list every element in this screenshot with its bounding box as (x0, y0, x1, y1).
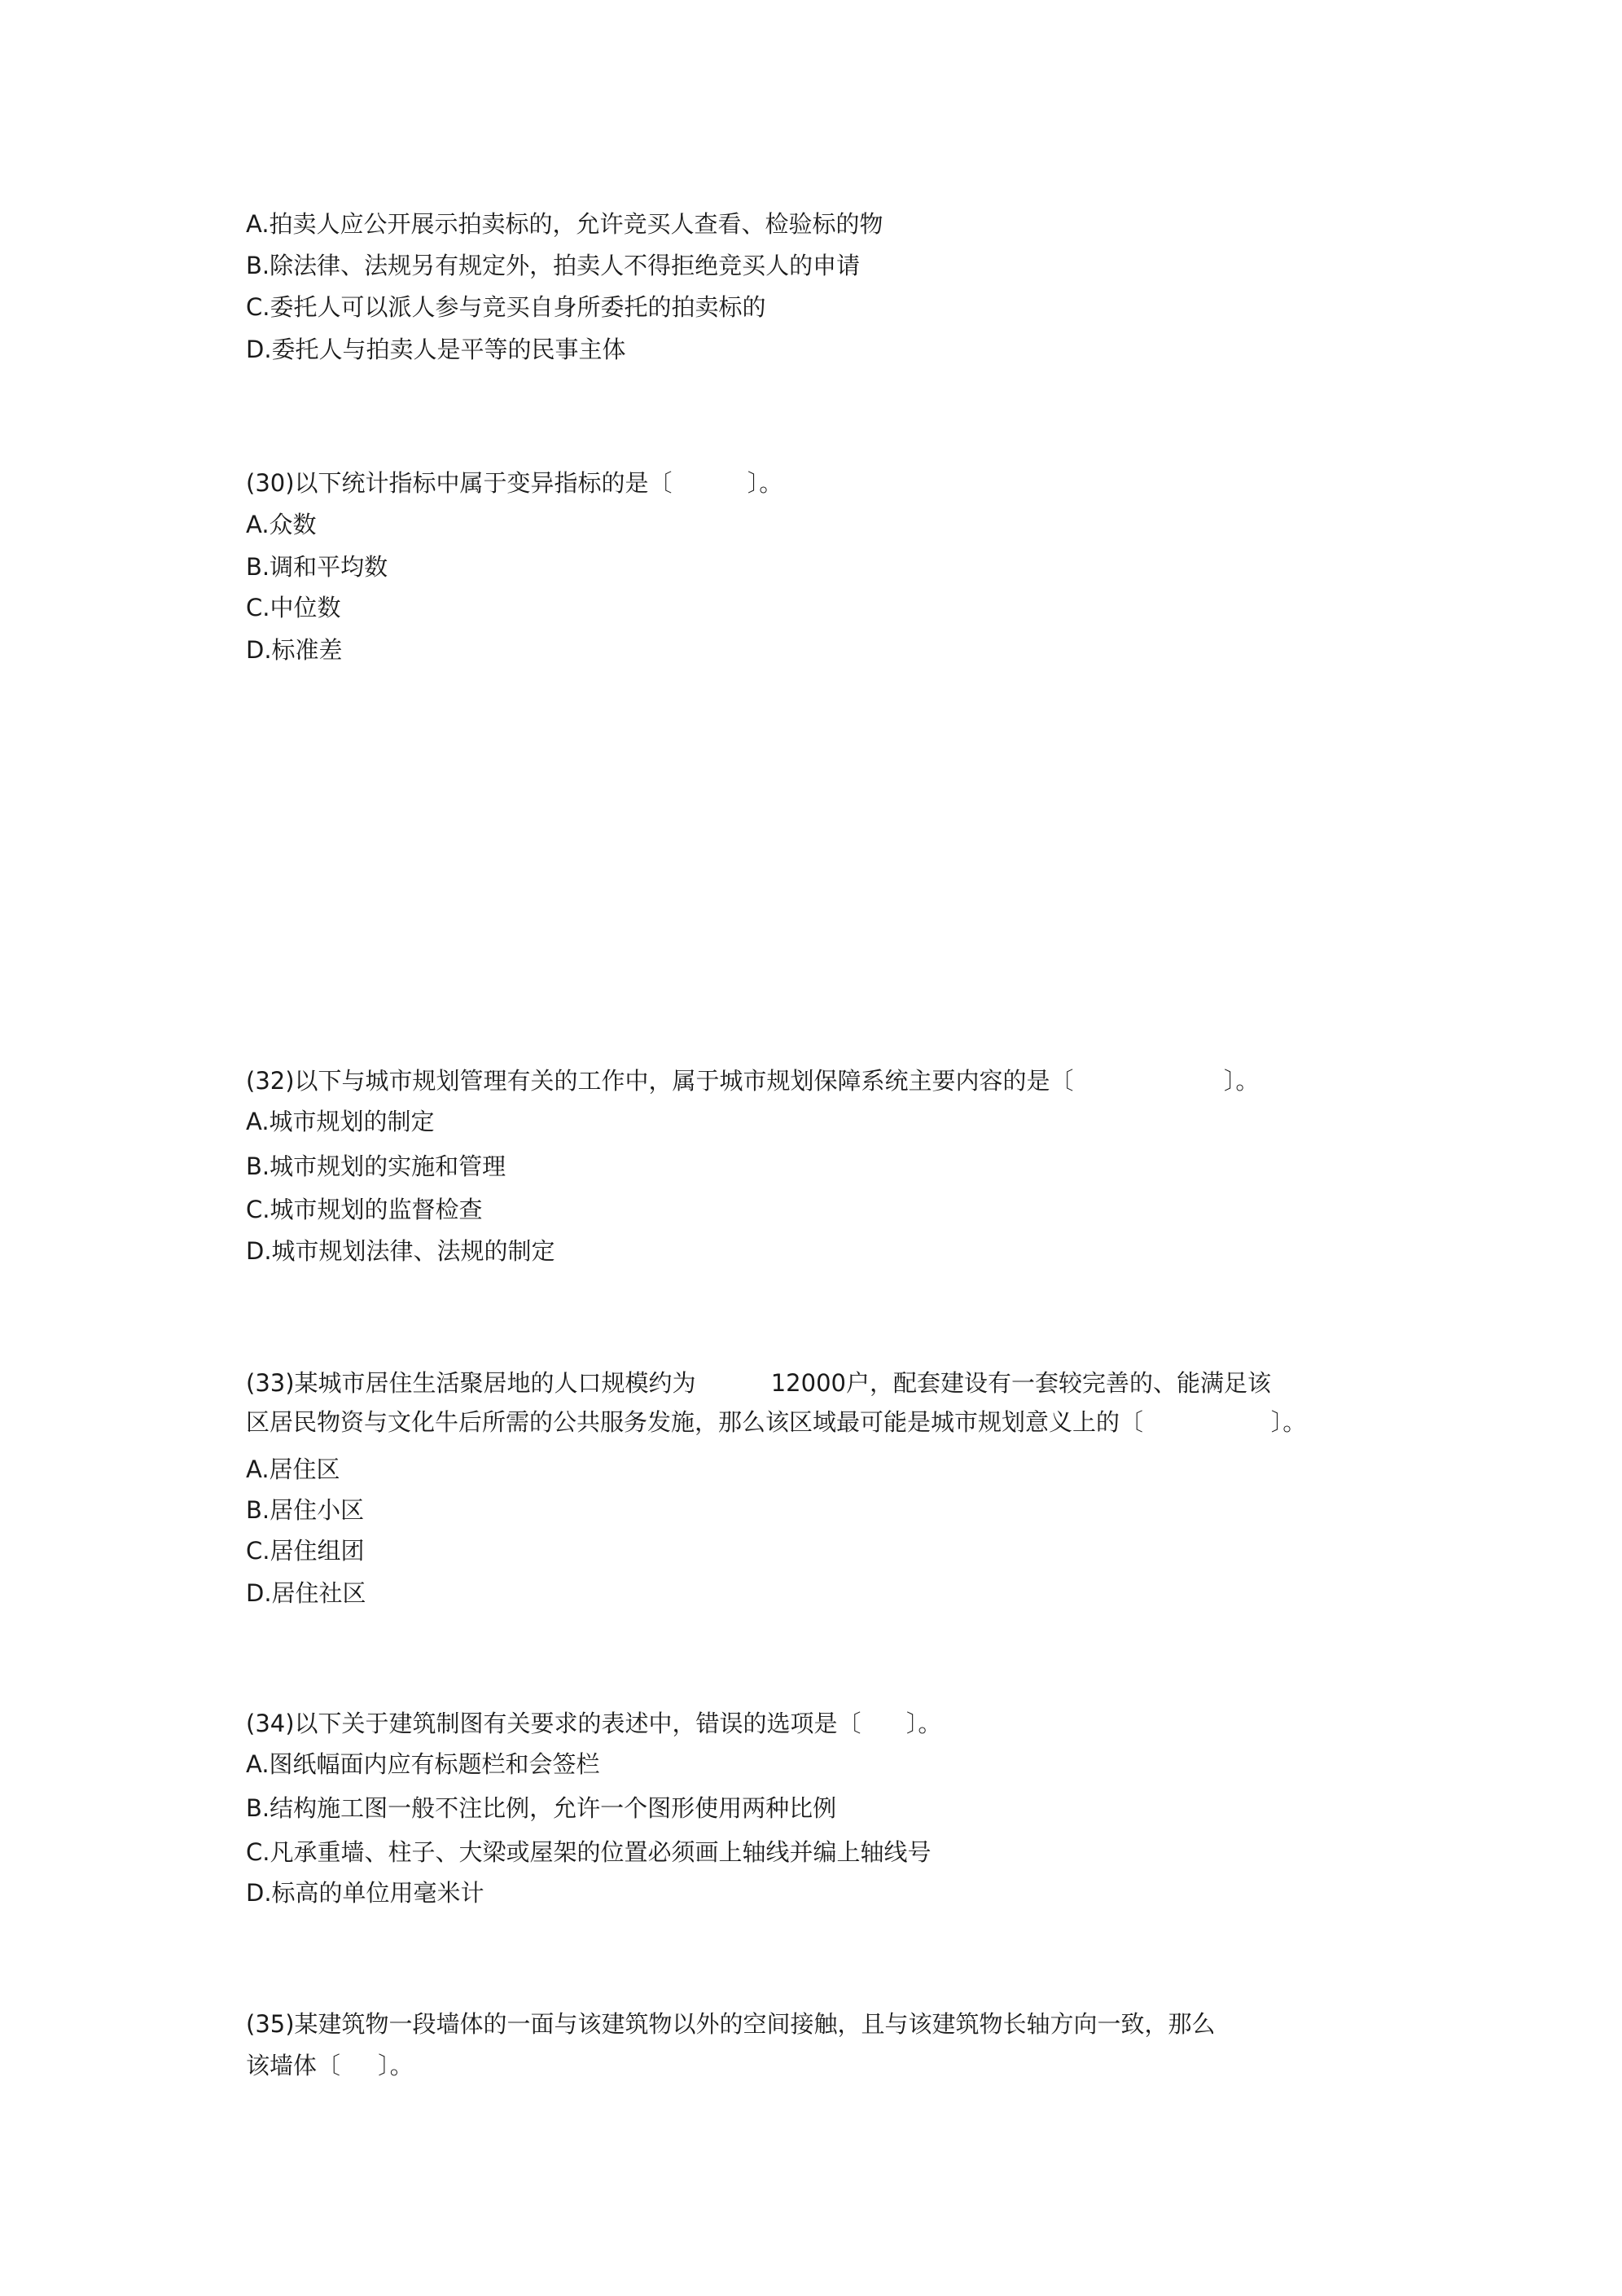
q34-option-d: D.标高的单位用毫米计 (246, 1879, 484, 1907)
q35-stem-line-1: (35)某建筑物一段墙体的一面与该建筑物以外的空间接触，且与该建筑物长轴方向一致，那么 (246, 2010, 1216, 2038)
q32-stem: (32)以下与城市规划管理有关的工作中，属于城市规划保障系统主要内容的是〔 〕。 (246, 1067, 1260, 1095)
prev-option-a: A.拍卖人应公开展示拍卖标的，允许竞买人查看、检验标的物 (246, 210, 883, 238)
q33-option-a: A.居住区 (246, 1455, 340, 1483)
q32-option-b: B.城市规划的实施和管理 (246, 1152, 506, 1180)
prev-option-c: C.委托人可以派人参与竞买自身所委托的拍卖标的 (246, 293, 766, 321)
q33-stem-line-1: (33)某城市居住生活聚居地的人口规模约为 12000户，配套建设有一套较完善的、能满足该 (246, 1369, 1271, 1397)
q33-option-c: C.居住组团 (246, 1537, 365, 1565)
q32-option-c: C.城市规划的监督检查 (246, 1196, 483, 1223)
q30-stem: (30)以下统计指标中属于变异指标的是〔 〕。 (246, 469, 783, 497)
q34-stem: (34)以下关于建筑制图有关要求的表述中，错误的选项是〔 〕。 (246, 1710, 942, 1737)
q35-stem-line-2: 该墙体〔 〕。 (246, 2052, 414, 2079)
q34-option-c: C.凡承重墙、柱子、大梁或屋架的位置必须画上轴线并编上轴线号 (246, 1838, 932, 1866)
q34-option-a: A.图纸幅面内应有标题栏和会签栏 (246, 1750, 600, 1778)
q30-option-c: C.中位数 (246, 594, 341, 621)
q34-option-b: B.结构施工图一般不注比例，允许一个图形使用两种比例 (246, 1794, 837, 1822)
prev-option-b: B.除法律、法规另有规定外，拍卖人不得拒绝竞买人的申请 (246, 252, 861, 279)
q33-option-d: D.居住社区 (246, 1579, 366, 1607)
q33-stem-line-2: 区居民物资与文化牛后所需的公共服务发施，那么该区域最可能是城市规划意义上的〔 〕。 (246, 1408, 1307, 1436)
q30-option-a: A.众数 (246, 511, 317, 538)
q32-option-d: D.城市规划法律、法规的制定 (246, 1237, 555, 1265)
q30-option-d: D.标准差 (246, 636, 343, 664)
q30-option-b: B.调和平均数 (246, 553, 388, 581)
q32-option-a: A.城市规划的制定 (246, 1108, 435, 1135)
q33-option-b: B.居住小区 (246, 1496, 365, 1524)
prev-option-d: D.委托人与拍卖人是平等的民事主体 (246, 336, 626, 363)
